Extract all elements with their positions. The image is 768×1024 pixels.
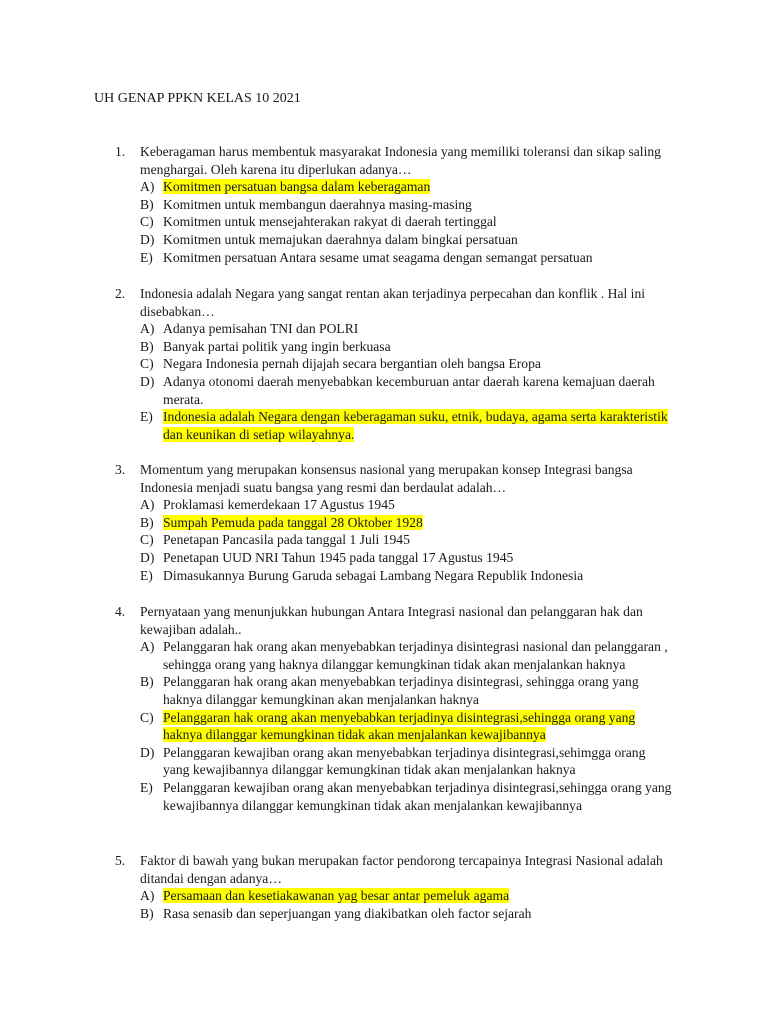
option-a [140, 320, 675, 338]
option-b [140, 338, 675, 356]
question-number: 1. [115, 144, 126, 159]
question-text: Pernyataan yang menunjukkan hubungan Antara Integrasi nasional dan pelanggaran hak dan kewajiban adalah.. [140, 604, 643, 637]
option-text: Banyak partai politik yang ingin berkuasa [163, 338, 391, 354]
question-number: 2. [115, 286, 126, 301]
option-letter: C) [140, 356, 154, 372]
option-b [140, 514, 675, 532]
option-letter: B) [140, 674, 154, 690]
option-letter: C) [140, 214, 154, 230]
option-text: Komitmen persatuan Antara sesame umat seagama dengan semangat persatuan [163, 249, 593, 265]
question-text: Momentum yang merupakan konsensus nasional yang merupakan konsep Integrasi bangsa Indonesia menjadi suatu bangsa yang resmi dan berdaulat adalah… [140, 462, 633, 495]
option-text-highlighted: Persamaan dan kesetiakawanan yag besar antar pemeluk agama [163, 888, 510, 904]
option-letter: C) [140, 709, 154, 725]
option-text: Komitmen untuk memajukan daerahnya dalam bingkai persatuan [163, 231, 518, 247]
question-3 [115, 461, 675, 584]
option-e [140, 779, 675, 814]
option-a [140, 178, 675, 196]
option-text: Komitmen untuk mensejahterakan rakyat di daerah tertinggal [163, 214, 497, 230]
option-text: Penetapan UUD NRI Tahun 1945 pada tanggal 17 Agustus 1945 [163, 549, 514, 565]
option-d [140, 744, 675, 779]
option-letter: A) [140, 497, 155, 513]
option-letter: A) [140, 639, 155, 655]
option-letter: C) [140, 532, 154, 548]
option-b [140, 905, 675, 923]
option-e [140, 408, 675, 443]
option-a [140, 496, 675, 514]
option-letter: B) [140, 514, 154, 530]
option-letter: E) [140, 249, 153, 265]
option-e [140, 249, 675, 267]
question-4 [115, 603, 675, 814]
option-text: Negara Indonesia pernah dijajah secara bergantian oleh bangsa Eropa [163, 356, 541, 372]
option-c [140, 355, 675, 373]
option-letter: B) [140, 338, 154, 354]
option-text: Pelanggaran hak orang akan menyebabkan terjadinya disintegrasi, sehingga orang yang haknya dilanggar kemungkinan akan menjalankan haknya [163, 674, 639, 707]
option-e [140, 567, 675, 585]
option-list [140, 638, 675, 814]
option-text: Adanya otonomi daerah menyebabkan kecemburuan antar daerah karena kemajuan daerah merata. [163, 373, 655, 407]
option-b [140, 196, 675, 214]
option-letter: E) [140, 567, 153, 583]
question-text: Indonesia adalah Negara yang sangat rentan akan terjadinya perpecahan dan konflik . Hal ini disebabkan… [140, 286, 646, 319]
option-letter: D) [140, 373, 155, 389]
question-number: 4. [115, 604, 126, 619]
option-d [140, 231, 675, 249]
option-a [140, 887, 675, 905]
option-text: Pelanggaran hak orang akan menyebabkan terjadinya disintegrasi nasional dan pelanggaran , sehingga orang yang haknya dilanggar kemungkinan tidak akan menjalankan haknya [163, 639, 668, 672]
option-letter: D) [140, 549, 155, 565]
question-text: Faktor di bawah yang bukan merupakan factor pendorong tercapainya Integrasi Nasional adalah ditandai dengan adanya… [140, 853, 663, 886]
question-2 [115, 285, 675, 443]
option-text: Penetapan Pancasila pada tanggal 1 Juli 1945 [163, 532, 410, 548]
option-letter: B) [140, 905, 154, 921]
option-d [140, 373, 675, 408]
option-text-highlighted: Komitmen persatuan bangsa dalam keberagaman [163, 179, 431, 195]
option-text: Pelanggaran kewajiban orang akan menyebabkan terjadinya disintegrasi,sehimgga orang yang kewajibannya dilanggar kemungkinan tidak akan menjalankan haknya [163, 744, 646, 778]
option-text-highlighted: Sumpah Pemuda pada tanggal 28 Oktober 1928 [163, 514, 423, 530]
option-letter: D) [140, 744, 155, 760]
option-c [140, 213, 675, 231]
question-5 [115, 852, 675, 922]
option-text: Pelanggaran kewajiban orang akan menyebabkan terjadinya disintegrasi,sehingga orang yang kewajibannya dilanggar kemungkinan tidak akan menjalankan kewajibannya [163, 779, 672, 813]
option-text: Komitmen untuk membangun daerahnya masing-masing [163, 196, 472, 212]
option-c [140, 709, 675, 744]
option-list [140, 496, 675, 584]
option-letter: A) [140, 321, 155, 337]
option-list [140, 320, 675, 443]
document-title: UH GENAP PPKN KELAS 10 2021 [94, 91, 301, 106]
option-text-highlighted: Indonesia adalah Negara dengan keberagaman suku, etnik, budaya, agama serta karakteristik dan keunikan di setiap wilayahnya. [163, 409, 668, 442]
option-text-highlighted: Pelanggaran hak orang akan menyebabkan terjadinya disintegrasi,sehingga orang yang haknya dilanggar kemungkinan tidak akan menjalankan kewajibannya [163, 709, 636, 743]
question-1 [115, 143, 675, 266]
option-list [140, 887, 675, 922]
option-letter: B) [140, 196, 154, 212]
option-b [140, 673, 675, 708]
question-number: 5. [115, 853, 126, 868]
option-letter: D) [140, 231, 155, 247]
option-text: Rasa senasib dan seperjuangan yang diakibatkan oleh factor sejarah [163, 905, 532, 921]
question-text: Keberagaman harus membentuk masyarakat Indonesia yang memiliki toleransi dan sikap saling menghargai. Oleh karena itu diperlukan adanya… [140, 144, 661, 177]
option-letter: A) [140, 179, 155, 195]
option-list [140, 178, 675, 266]
option-a [140, 638, 675, 673]
option-letter: A) [140, 888, 155, 904]
option-text: Adanya pemisahan TNI dan POLRI [163, 321, 359, 337]
option-d [140, 549, 675, 567]
option-c [140, 531, 675, 549]
option-letter: E) [140, 409, 153, 425]
option-letter: E) [140, 779, 153, 795]
question-number: 3. [115, 462, 126, 477]
option-text: Dimasukannya Burung Garuda sebagai Lambang Negara Republik Indonesia [163, 567, 584, 583]
option-text: Proklamasi kemerdekaan 17 Agustus 1945 [163, 497, 395, 513]
